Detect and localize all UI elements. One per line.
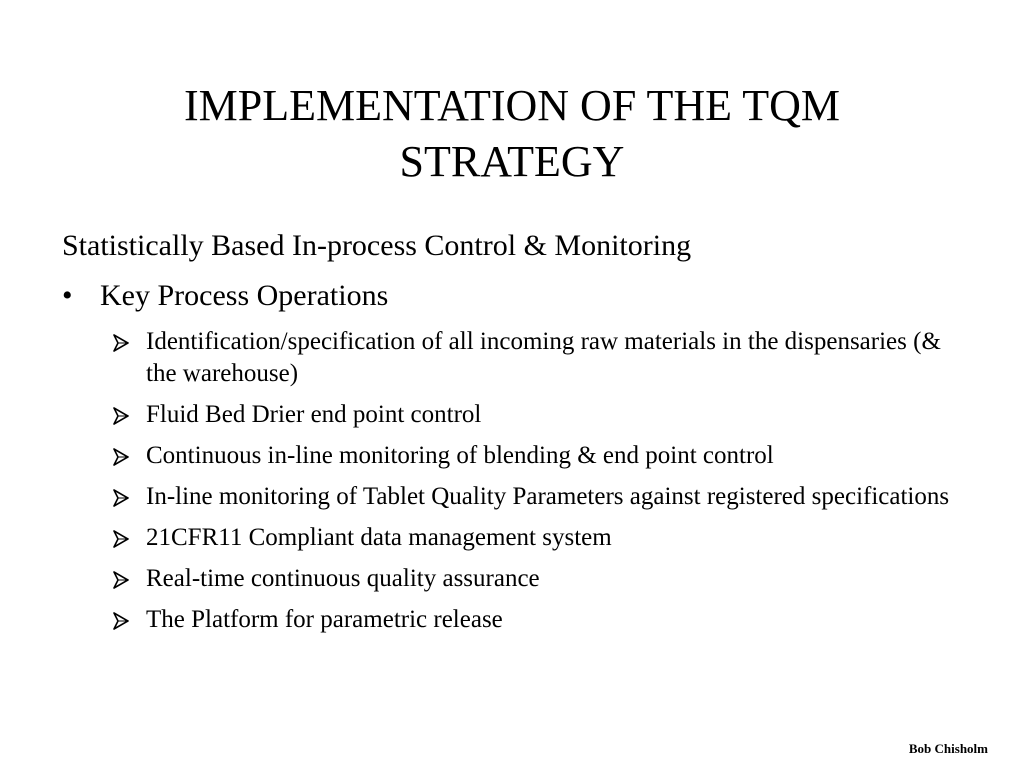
- list-item: [110, 604, 970, 636]
- list-item-text: 21CFR11 Compliant data management system: [146, 524, 612, 551]
- section-heading: Statistically Based In-process Control & Monitoring: [62, 229, 692, 262]
- arrowhead-bullet-icon: [112, 407, 130, 425]
- slide-title-line-1: IMPLEMENTATION OF THE TQM: [183, 81, 841, 130]
- arrowhead-bullet-icon: [112, 489, 130, 507]
- arrowhead-bullet-icon: [112, 448, 130, 466]
- arrowhead-bullet-icon: [112, 612, 130, 630]
- list-item-text: Continuous in-line monitoring of blending & end point control: [146, 442, 774, 469]
- arrowhead-bullet-icon: [112, 530, 130, 548]
- list-item: [110, 563, 970, 595]
- arrowhead-bullet-icon: [112, 334, 130, 352]
- slide-title-line-2: STRATEGY: [399, 137, 625, 186]
- list-item: [110, 326, 970, 390]
- list-item-text: Real-time continuous quality assurance: [146, 565, 540, 592]
- list-item: [110, 399, 970, 431]
- list-item: [110, 440, 970, 472]
- list-item: [110, 522, 970, 554]
- bullet-text: Key Process Operations: [100, 279, 389, 312]
- sub-bullet-list: [110, 326, 970, 645]
- slide-title: [60, 78, 964, 190]
- arrowhead-bullet-icon: [112, 571, 130, 589]
- list-item-text: In-line monitoring of Tablet Quality Parameters against registered specifications: [146, 483, 950, 510]
- list-item-text: The Platform for parametric release: [146, 606, 503, 633]
- list-item-text: Fluid Bed Drier end point control: [146, 401, 482, 428]
- bullet-dot-icon: •: [62, 279, 73, 312]
- footer-author: Bob Chisholm: [908, 741, 988, 756]
- list-item: [110, 481, 970, 513]
- list-item-text: Identification/specification of all incoming raw materials in the dispensaries (& the warehouse): [146, 328, 941, 387]
- bullet-item-level-1: [62, 278, 388, 314]
